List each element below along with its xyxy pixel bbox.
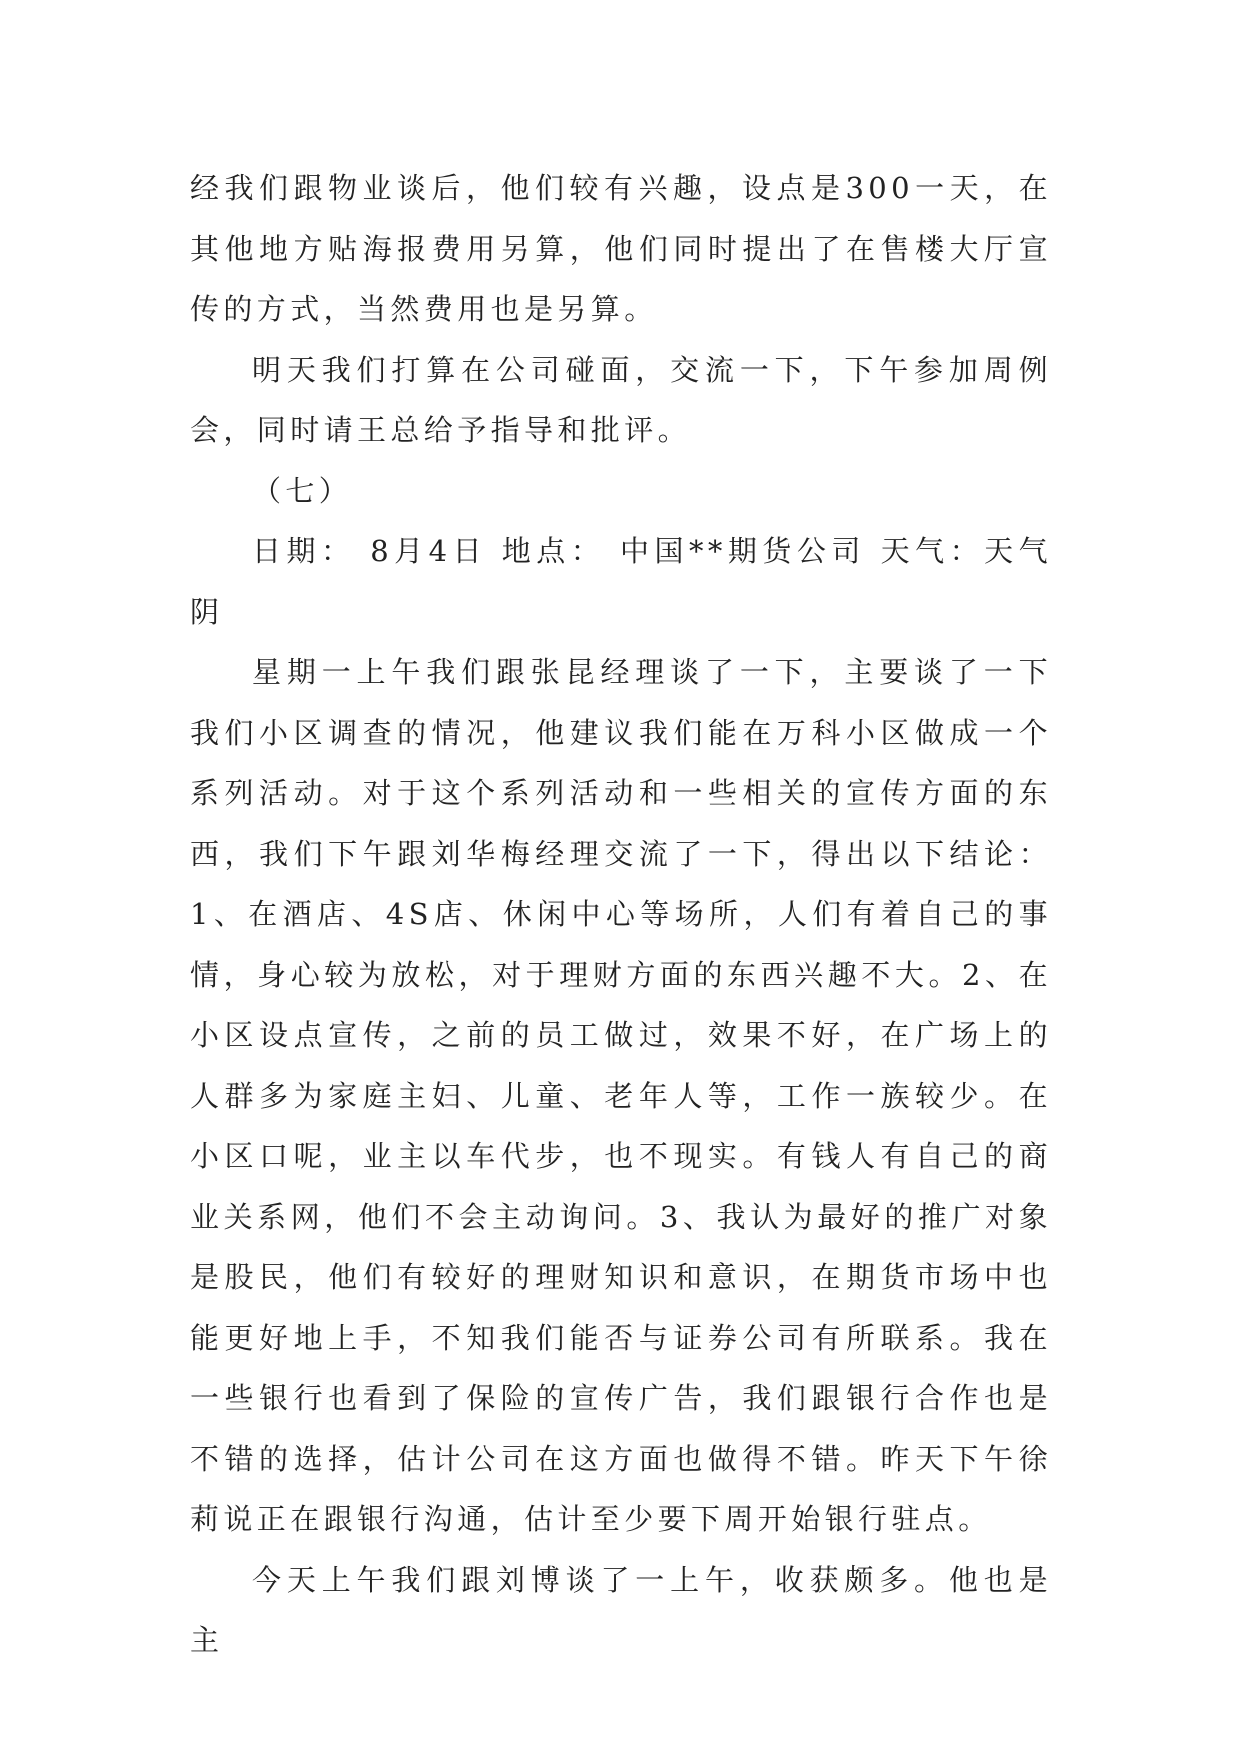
paragraph-monday-discussion: 星期一上午我们跟张昆经理谈了一下，主要谈了一下我们小区调查的情况，他建议我们能在万科小区做成一个系列活动。对于这个系列活动和一些相关的宣传方面的东西，我们下午跟刘华梅经理交流了一下，得出以下结论：1、在酒店、4S店、休闲中心等场所，人们有着自己的事情，身心较为放松，对于理财方面的东西兴趣不大。2、在小区设点宣传，之前的员工做过，效果不好，在广场上的人群多为家庭主妇、儿童、老年人等，工作一族较少。在小区口呢，业主以车代步，也不现实。有钱人有自己的商业关系网，他们不会主动询问。3、我认为最好的推广对象是股民，他们有较好的理财知识和意识，在期货市场中也能更好地上手，不知我们能否与证券公司有所联系。我在一些银行也看到了保险的宣传广告，我们跟银行合作也是不错的选择，估计公司在这方面也做得不错。昨天下午徐莉说正在跟银行沟通，估计至少要下周开始银行驻点。 [190,655,1052,1536]
section-number: （七） [252,473,353,508]
document-body [190,158,1052,1671]
entry-header: 日期： 8月4日 地点： 中国**期货公司 天气：天气阴 [190,534,1052,629]
paragraph-today-morning: 今天上午我们跟刘博谈了一上午，收获颇多。他也是主 [190,1562,1052,1657]
paragraph-tomorrow-plan: 明天我们打算在公司碰面，交流一下，下午参加周例会，同时请王总给予指导和批评。 [190,352,1052,447]
paragraph-property-talk: 经我们跟物业谈后，他们较有兴趣，设点是300一天，在其他地方贴海报费用另算，他们同时提出了在售楼大厅宣传的方式，当然费用也是另算。 [190,171,1052,326]
